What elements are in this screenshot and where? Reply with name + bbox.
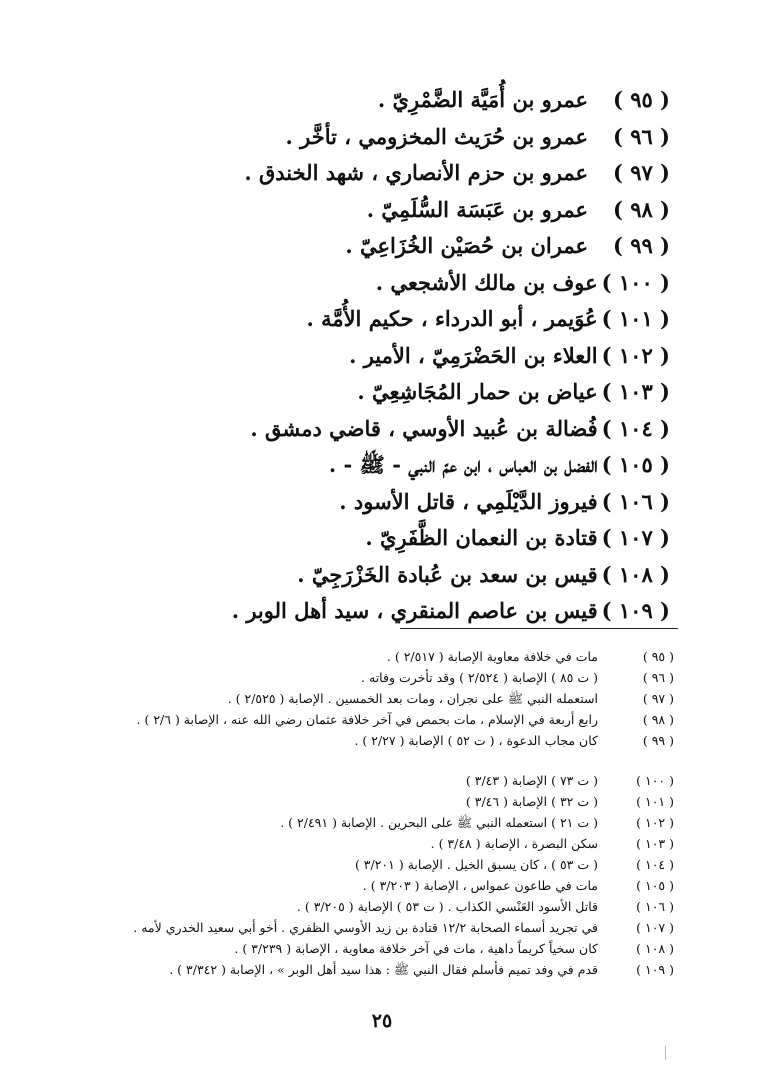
list-item [130, 338, 670, 375]
list-item [130, 155, 670, 192]
footnote-number: ( ٩٥ ) [642, 649, 674, 664]
entry-number: ( ٩٦ ) [612, 123, 670, 149]
footnote-text: قدم في وفد تميم فأسلم فقال النبي ﷺ : هذا سيد أهل الوبر » ، الإصابة ( ٣/٣٤٢ ) . [169, 962, 598, 977]
entry-number: ( ٩٥ ) [612, 87, 670, 112]
entry-number: ( ٩٨ ) [612, 196, 670, 222]
footnote-text: قاتل الأسود العَنْسي الكذاب . ( ت ٥٣ ) الإصابة ( ٣/٢٠٥ ) . [296, 899, 598, 914]
footnote-text: مات في طاعون عمواس ، الإصابة ( ٣/٢٠٣ ) . [362, 878, 598, 893]
footnote [94, 938, 674, 959]
entry-number: ( ١٠٥ ) [601, 452, 670, 477]
list-item [130, 520, 670, 557]
footnote [94, 959, 674, 980]
entry-text: عمرو بن عَبَسَة السُّلَمِيّ . [366, 196, 588, 222]
footnote-divider [400, 628, 678, 629]
entry-text: عمرو بن حُرَيث المخزومي ، تأخَّر . [285, 123, 588, 149]
entry-text: عمرو بن حزم الأنصاري ، شهد الخندق . [244, 160, 588, 185]
entry-number: ( ١٠١ ) [601, 306, 670, 331]
footnote-number: ( ١٠٩ ) [636, 962, 674, 977]
entry-number: ( ١٠٤ ) [601, 415, 670, 441]
list-item [130, 228, 670, 265]
entry-number: ( ١٠٢ ) [601, 342, 670, 368]
entry-number: ( ١٠٦ ) [601, 488, 670, 514]
footnote [94, 791, 674, 812]
scan-mark [665, 1046, 666, 1060]
footnote-number: ( ٩٩ ) [642, 733, 674, 748]
entry-text: قتادة بن النعمان الظَّفَرِيّ . [365, 525, 598, 550]
entry-text: عياض بن حمار المُجَاشِعِيّ . [357, 379, 598, 404]
footnote-text: استعمله النبي ﷺ على نجران ، ومات بعد الخمسين . الإصابة ( ٢/٥٢٥ ) . [227, 691, 598, 706]
footnote [94, 709, 674, 730]
footnote-number: ( ١٠١ ) [636, 794, 674, 809]
footnote-number: ( ٩٦ ) [642, 670, 674, 685]
entry-text: عمرو بن أُمَيَّة الضَّمْرِيّ . [377, 87, 588, 112]
footnote-number: ( ١٠٤ ) [636, 857, 674, 872]
companions-list [130, 82, 670, 630]
entry-number: ( ١٠٨ ) [601, 561, 670, 587]
footnote-number: ( ١٠٣ ) [636, 836, 674, 851]
list-item [130, 557, 670, 594]
footnote [94, 730, 674, 751]
entry-number: ( ١٠٣ ) [601, 379, 670, 404]
footnote [94, 770, 674, 791]
entry-number: ( ٩٧ ) [612, 160, 670, 185]
entry-text: قيس بن سعد بن عُبادة الخَزْرَجِيّ . [297, 561, 598, 587]
footnote [94, 854, 674, 875]
footnote-number: ( ٩٨ ) [642, 712, 674, 727]
footnote [94, 688, 674, 709]
entry-number: ( ١٠٩ ) [601, 598, 670, 623]
list-item [130, 484, 670, 521]
footnote-text: ( ت ٨٥ ) الإصابة ( ٢/٥٢٤ ) وقد تأخرت وفاته . [361, 670, 598, 685]
footnote-text: في تجريد أسماء الصحابة ١٢/٢ قتادة بن زيد الأوسي الظفري . أخو أبي سعيد الخدري لأمه . [133, 920, 598, 935]
page-number: ٢٥ [371, 1010, 393, 1032]
entry-text: الفضل بن العباس ، ابن عمّ النبي - ﷺ - . [328, 452, 598, 477]
entry-text: فيروز الدَّيْلَمِي ، قاتل الأسود . [339, 488, 598, 514]
footnote-number: ( ١٠٨ ) [636, 941, 674, 956]
footnote-number: ( ٩٧ ) [642, 691, 674, 706]
footnote-text: ( ت ٢١ ) استعمله النبي ﷺ على البحرين . الإصابة ( ٢/٤٩١ ) . [280, 815, 598, 830]
entry-number: ( ١٠٧ ) [601, 525, 670, 550]
footnote [94, 833, 674, 854]
footnote-number: ( ١٠٢ ) [636, 815, 674, 830]
footnotes-group-1 [94, 646, 674, 751]
footnote-number: ( ١٠٦ ) [636, 899, 674, 914]
list-item [130, 119, 670, 156]
footnote [94, 667, 674, 688]
footnote-number: ( ١٠٥ ) [636, 878, 674, 893]
list-item [130, 192, 670, 229]
entry-number: ( ١٠٠ ) [601, 269, 670, 295]
footnote-text: رابع أربعة في الإسلام ، مات بحمص في آخر خلافة عثمان رضي الله عنه ، الإصابة ( ٢/٦ ) . [136, 712, 598, 727]
list-item [130, 411, 670, 448]
footnote [94, 875, 674, 896]
footnote [94, 917, 674, 938]
list-item [130, 301, 670, 338]
entry-text: عوف بن مالك الأشجعي . [375, 269, 598, 295]
list-item [130, 82, 670, 119]
footnote-text: كان مجاب الدعوة ، ( ت ٥٢ ) الإصابة ( ٢/٢٧ ) . [354, 733, 598, 748]
list-item [130, 265, 670, 302]
footnote-text: ( ت ٧٣ ) الإصابة ( ٣/٤٣ ) [465, 773, 598, 788]
footnote [94, 646, 674, 667]
entry-text: عُوَيمر ، أبو الدرداء ، حكيم الأُمَّة . [306, 306, 598, 331]
entry-text: قيس بن عاصم المنقري ، سيد أهل الوبر . [231, 598, 598, 623]
footnote-text: ( ت ٣٢ ) الإصابة ( ٣/٤٦ ) [465, 794, 598, 809]
footnote-text: مات في خلافة معاوية الإصابة ( ٢/٥١٧ ) . [386, 649, 598, 664]
footnote [94, 896, 674, 917]
list-item [130, 447, 670, 484]
footnote [94, 812, 674, 833]
footnote-text: ( ت ٥٣ ) ، كان يسبق الخيل . الإصابة ( ٣/٢٠١ ) [354, 857, 598, 872]
entry-text: العلاء بن الحَضْرَمِيّ ، الأمير . [349, 342, 598, 368]
entry-text: عمران بن حُصَيْن الخُزَاعِيّ . [345, 233, 588, 258]
entry-text: فُضالة بن عُبيد الأوسي ، قاضي دمشق . [250, 415, 598, 441]
list-item [130, 593, 670, 630]
footnote-number: ( ١٠٠ ) [636, 773, 674, 788]
entry-number: ( ٩٩ ) [612, 233, 670, 258]
footnote-text: سكن البصرة ، الإصابة ( ٣/٤٨ ) . [430, 836, 598, 851]
footnote-text: كان سخياً كريماً داهية ، مات في آخر خلافة معاوية ، الإصابة ( ٣/٢٣٩ ) . [234, 941, 598, 956]
footnotes-group-2 [94, 770, 674, 980]
footnote-number: ( ١٠٧ ) [636, 920, 674, 935]
list-item [130, 374, 670, 411]
